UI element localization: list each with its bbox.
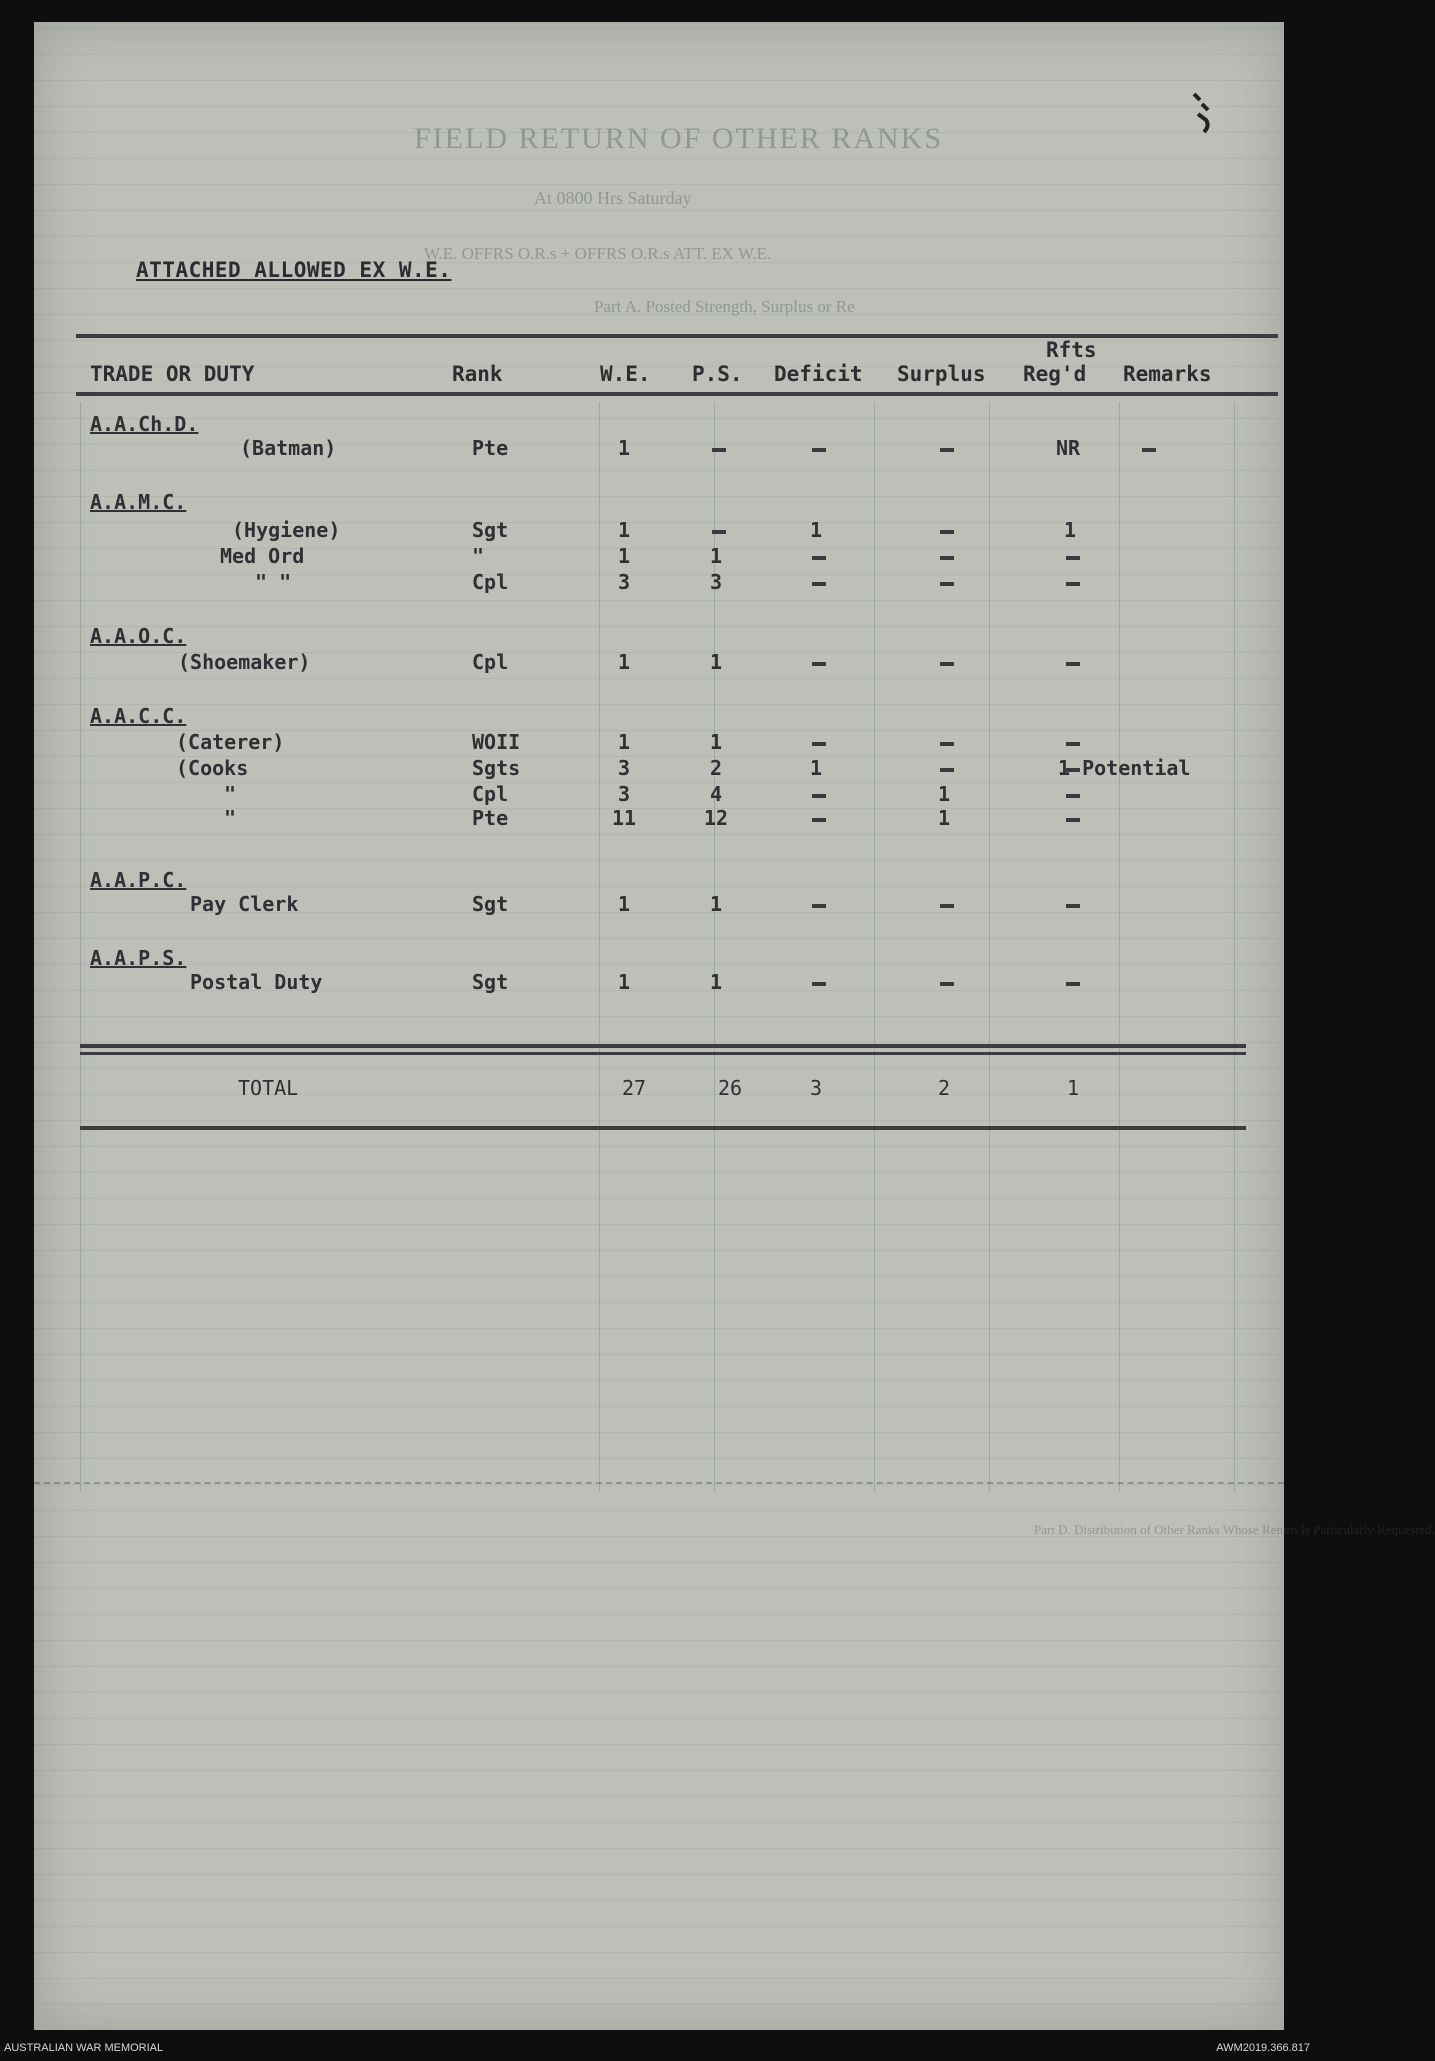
cell-we: 1 xyxy=(618,544,631,568)
dash-mark xyxy=(812,742,826,746)
cell-rank: Cpl xyxy=(472,782,509,806)
header-remarks: Remarks xyxy=(1123,362,1212,386)
cell-we: 3 xyxy=(618,756,631,780)
cell-we: 3 xyxy=(618,782,631,806)
cell-rank: WOII xyxy=(472,730,521,754)
group-title: A.A.O.C. xyxy=(90,624,187,648)
dash-mark xyxy=(940,982,954,986)
dash-mark xyxy=(812,904,826,908)
dash-mark xyxy=(712,448,726,452)
dash-mark xyxy=(940,530,954,534)
dash-mark xyxy=(812,818,826,822)
cell-we: 1 xyxy=(618,730,631,754)
dash-mark xyxy=(940,448,954,452)
header-rule-top xyxy=(76,334,1278,338)
cell-we: 11 xyxy=(612,806,637,830)
cell-remarks: 1 Potential xyxy=(1058,756,1191,780)
cell-ps: 2 xyxy=(710,756,723,780)
cell-deficit: 1 xyxy=(810,756,823,780)
header-trade: TRADE OR DUTY xyxy=(90,362,255,386)
ghost-form-title: FIELD RETURN OF OTHER RANKS xyxy=(414,122,944,155)
cell-trade: Pay Clerk xyxy=(190,892,299,916)
cell-ps: 1 xyxy=(710,650,723,674)
ghost-part-d: Part D. Distribution of Other Ranks Whose Return Is Particularly Requested. xyxy=(1034,1522,1435,1537)
dash-mark xyxy=(1142,448,1156,452)
dash-mark xyxy=(940,768,954,772)
dash-mark xyxy=(812,794,826,798)
ghost-date-line: At 0800 Hrs Saturday xyxy=(534,188,692,208)
dash-mark xyxy=(1066,982,1080,986)
cell-rfts: NR xyxy=(1056,436,1081,460)
cell-trade: (Shoemaker) xyxy=(178,650,311,674)
cell-ps: 1 xyxy=(710,730,723,754)
grid-line xyxy=(1119,402,1120,1492)
dash-mark xyxy=(1066,662,1080,666)
document-sheet xyxy=(34,22,1435,2030)
header-rule-bottom xyxy=(76,392,1278,396)
dash-mark xyxy=(1066,818,1080,822)
dash-mark xyxy=(940,582,954,586)
header-ps: P.S. xyxy=(692,362,743,386)
cell-surplus: 1 xyxy=(938,782,951,806)
total-rule-bottom xyxy=(80,1126,1246,1130)
grid-line xyxy=(80,402,81,1492)
cell-rank: Cpl xyxy=(472,570,509,594)
cell-trade: Med Ord xyxy=(220,544,305,568)
cell-trade: (Batman) xyxy=(240,436,337,460)
cell-deficit: 1 xyxy=(810,518,823,542)
group-title: A.A.P.S. xyxy=(90,946,187,970)
dash-mark xyxy=(712,530,726,534)
cell-trade: " xyxy=(224,806,237,830)
cell-rank: " xyxy=(472,544,485,568)
cell-rank: Sgt xyxy=(472,970,509,994)
cell-ps: 1 xyxy=(710,544,723,568)
cell-we: 1 xyxy=(618,892,631,916)
ghost-we-line: W.E. OFFRS O.R.s + OFFRS O.R.s ATT. EX W.E. xyxy=(424,244,772,263)
header-regd: Reg'd xyxy=(1023,362,1087,386)
section-title: ATTACHED ALLOWED EX W.E. xyxy=(136,258,452,282)
cell-we: 1 xyxy=(618,970,631,994)
dash-mark xyxy=(1066,582,1080,586)
total-rule-top xyxy=(80,1044,1246,1048)
dash-mark xyxy=(1066,556,1080,560)
header-rank: Rank xyxy=(452,362,503,386)
dash-mark xyxy=(812,582,826,586)
cell-trade: " " xyxy=(255,570,292,594)
cell-rank: Sgt xyxy=(472,518,509,542)
total-rule-top-2 xyxy=(80,1052,1246,1055)
group-title: A.A.Ch.D. xyxy=(90,412,199,436)
total-surplus: 2 xyxy=(938,1076,951,1100)
total-we: 27 xyxy=(622,1076,647,1100)
cell-trade: (Hygiene) xyxy=(232,518,341,542)
cell-ps: 1 xyxy=(710,892,723,916)
header-rfts: Rfts xyxy=(1046,338,1097,362)
header-surplus: Surplus xyxy=(897,362,986,386)
ghost-part-a: Part A. Posted Strength, Surplus or Re xyxy=(594,297,855,316)
dash-mark xyxy=(1066,904,1080,908)
header-we: W.E. xyxy=(600,362,651,386)
cell-rank: Sgts xyxy=(472,756,521,780)
cell-rank: Pte xyxy=(472,436,509,460)
total-rfts: 1 xyxy=(1067,1076,1080,1100)
total-label: TOTAL xyxy=(238,1076,299,1100)
dash-mark xyxy=(940,742,954,746)
cell-trade: (Caterer) xyxy=(176,730,285,754)
cell-rfts: 1 xyxy=(1064,518,1077,542)
cell-surplus: 1 xyxy=(938,806,951,830)
cell-ps: 4 xyxy=(710,782,723,806)
grid-line xyxy=(989,402,990,1492)
ink-mark-icon xyxy=(1188,90,1214,138)
group-title: A.A.C.C. xyxy=(90,704,187,728)
cell-trade: " xyxy=(224,782,237,806)
dash-mark xyxy=(940,662,954,666)
total-deficit: 3 xyxy=(810,1076,823,1100)
grid-line xyxy=(599,402,600,1492)
cell-ps: 12 xyxy=(704,806,729,830)
group-title: A.A.M.C. xyxy=(90,490,187,514)
dash-mark xyxy=(1066,794,1080,798)
dash-mark xyxy=(812,448,826,452)
cell-we: 3 xyxy=(618,570,631,594)
dash-mark xyxy=(812,982,826,986)
cell-we: 1 xyxy=(618,650,631,674)
cell-we: 1 xyxy=(618,436,631,460)
dash-mark xyxy=(812,662,826,666)
cell-rank: Sgt xyxy=(472,892,509,916)
group-title: A.A.P.C. xyxy=(90,868,187,892)
footer-left: AUSTRALIAN WAR MEMORIAL xyxy=(4,2042,164,2054)
cell-trade: (Cooks xyxy=(176,756,249,780)
dash-mark xyxy=(940,904,954,908)
dash-mark xyxy=(940,556,954,560)
grid-line xyxy=(874,402,875,1492)
cell-ps: 3 xyxy=(710,570,723,594)
cell-rank: Pte xyxy=(472,806,509,830)
cell-ps: 1 xyxy=(710,970,723,994)
grid-line xyxy=(1234,402,1235,1492)
cell-rank: Cpl xyxy=(472,650,509,674)
dash-mark xyxy=(1066,742,1080,746)
footer-right: AWM2019.366.817 xyxy=(1216,2042,1310,2054)
header-deficit: Deficit xyxy=(774,362,863,386)
dash-mark xyxy=(812,556,826,560)
perforation-line xyxy=(34,1482,1284,1484)
cell-trade: Postal Duty xyxy=(190,970,323,994)
total-ps: 26 xyxy=(718,1076,743,1100)
cell-we: 1 xyxy=(618,518,631,542)
